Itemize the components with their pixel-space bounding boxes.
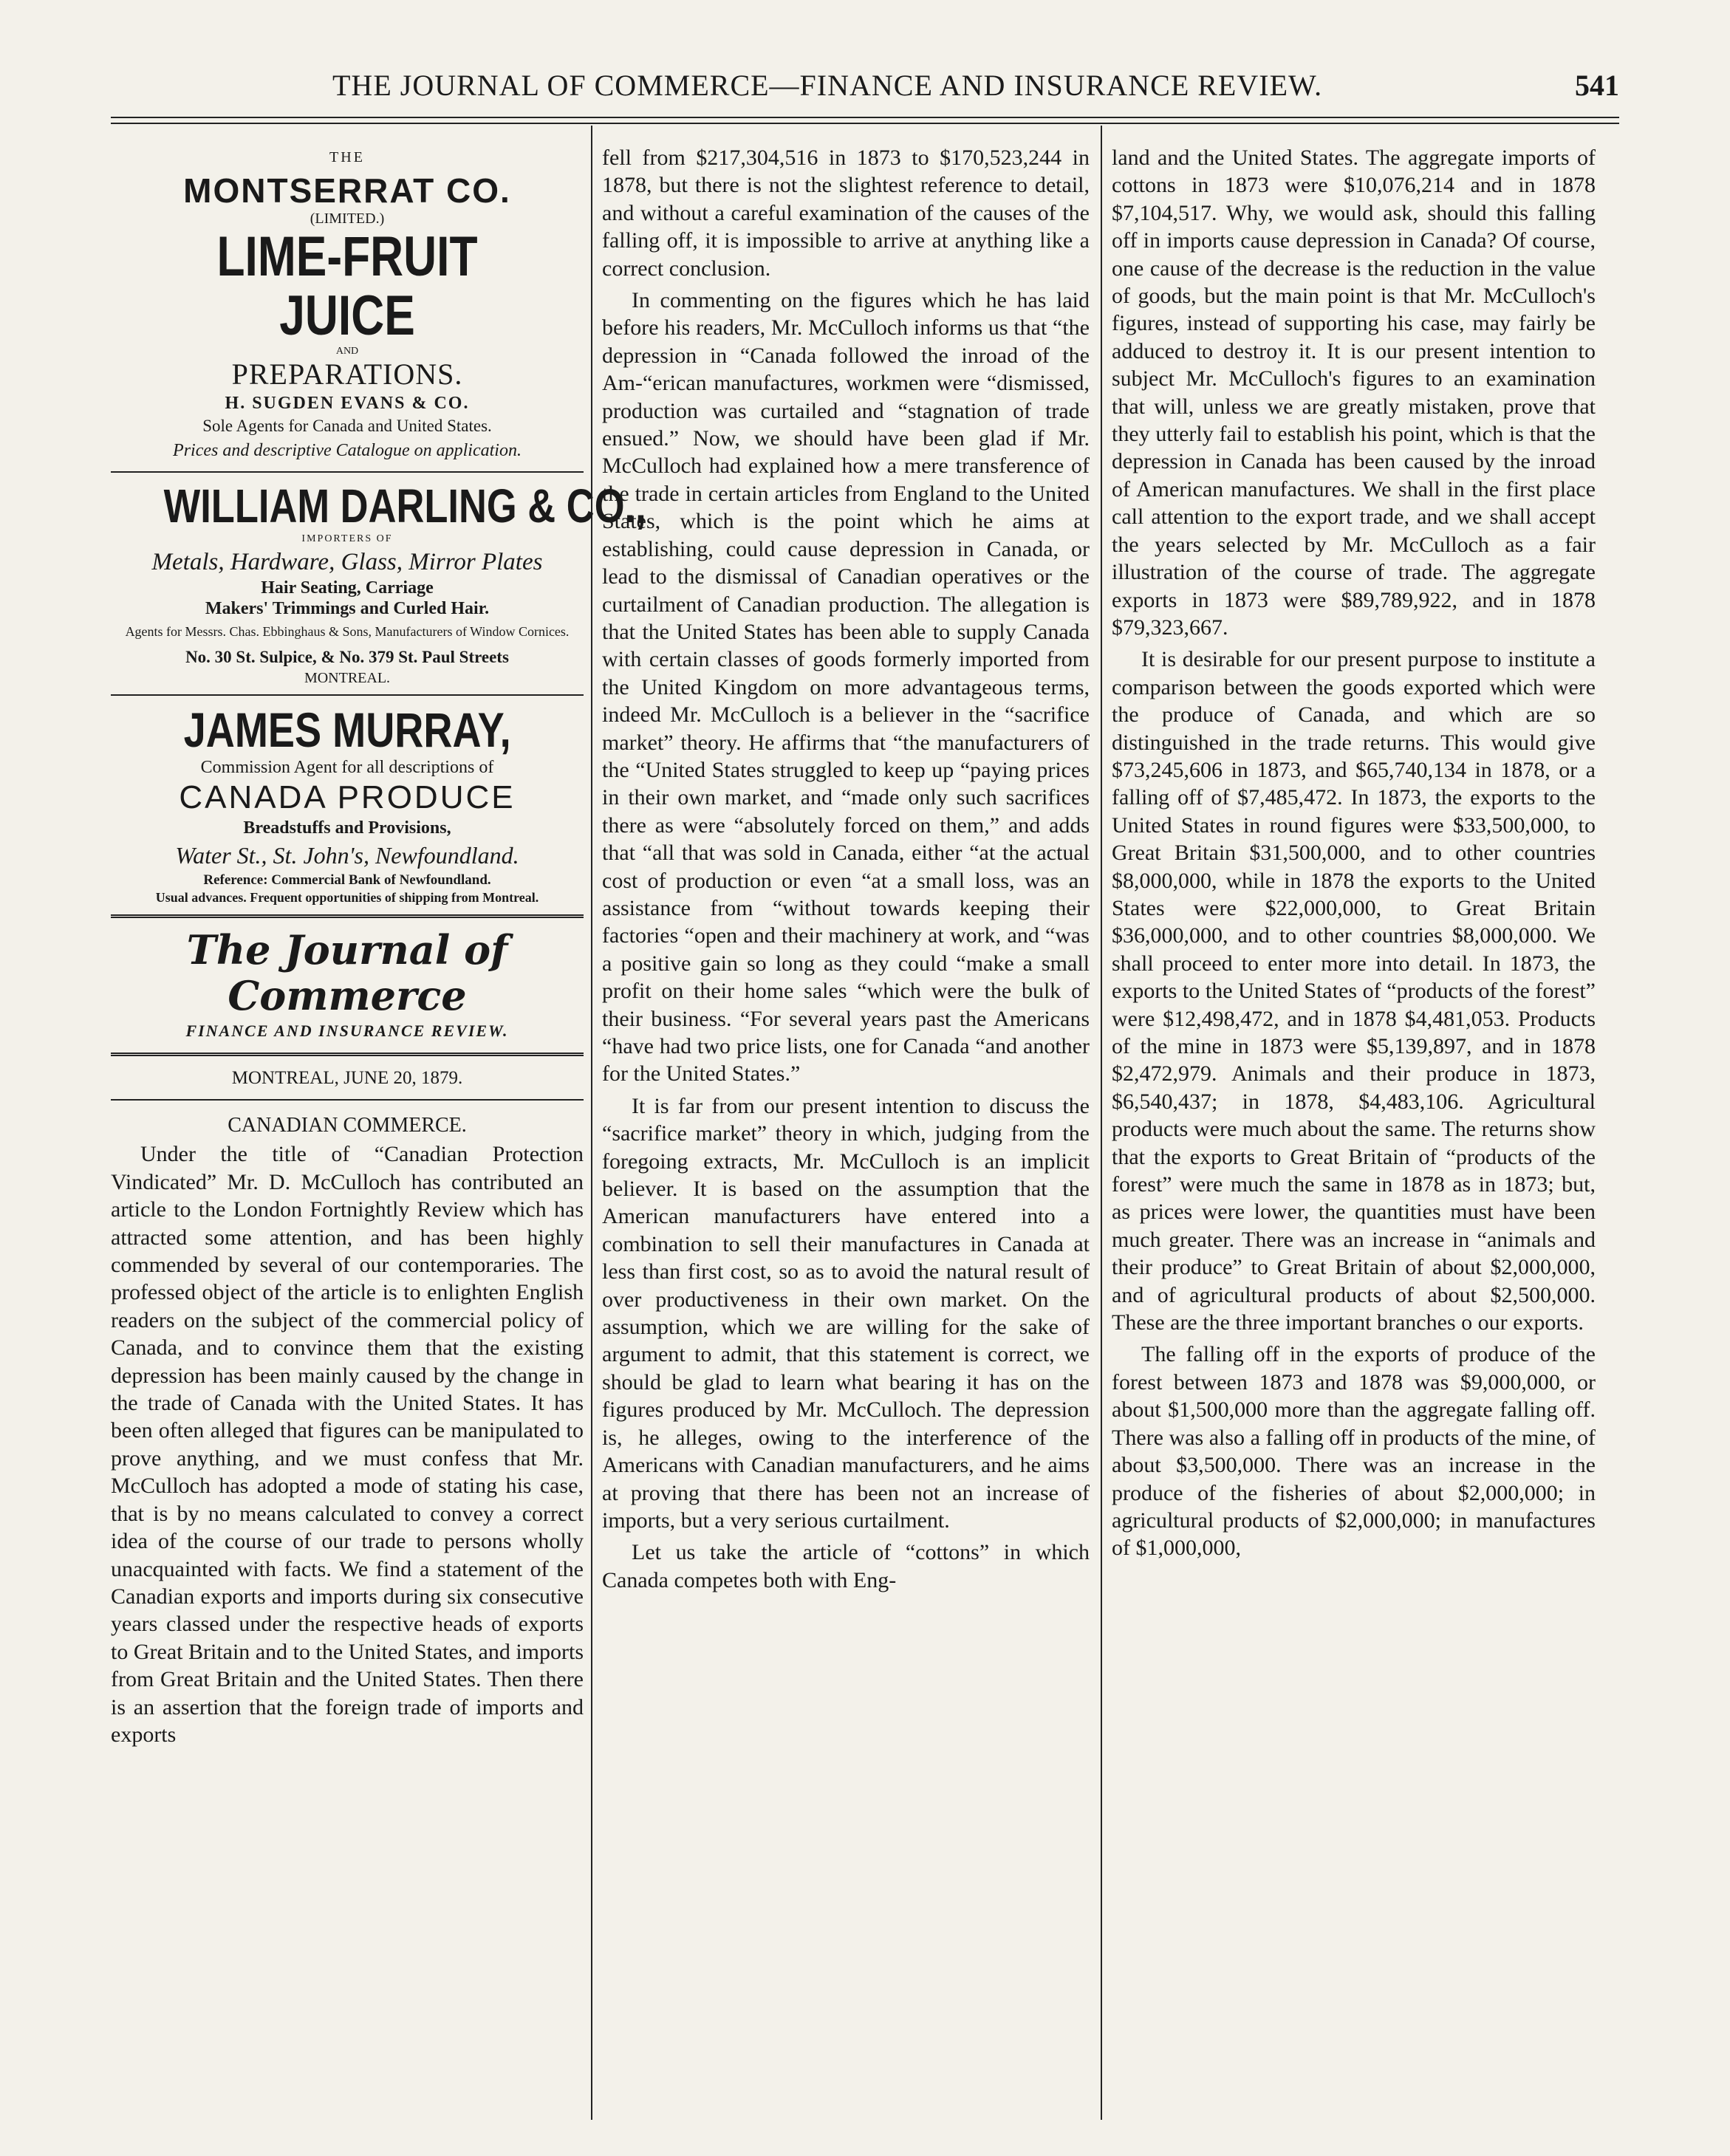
masthead-subtitle: FINANCE AND INSURANCE REVIEW. (185, 1021, 509, 1041)
ad-darling-address: No. 30 St. Sulpice, & No. 379 St. Paul Streets (185, 648, 509, 667)
ad-murray-reference: Reference: Commercial Bank of Newfoundland. (203, 872, 491, 889)
article-heading: CANADIAN COMMERCE. (228, 1114, 467, 1137)
article-paragraph: Let us take the article of “cottons” in which Canada competes both with Eng- (602, 1540, 1090, 1592)
ad-murray-address: Water St., St. John's, Newfoundland. (175, 842, 519, 869)
ad-darling-goods3: Makers' Trimmings and Curled Hair. (205, 599, 490, 619)
article-paragraph: In commenting on the figures which he has laid before his readers, Mr. McCulloch informs us that “the depression in “Canada followed the inroad of the Am-“erican manufactures, workmen were “dismissed, production was curtailed and “stagnation of trade ensued.” Now, we should have been glad if Mr. McCulloch had explained how a mere transference of the trade in certain articles from England to the United States, which is the point which he aims at establishing, could cause depression in Canada, or lead to the dismissal of Canadian operatives or the curtailment of Canadian production. The allegation is that the United States has been able to supply Canada with certain classes of goods formerly imported from the United Kingdom on more advantageous terms, indeed Mr. McCulloch is a believer in the “sacrifice market” theory. He affirms that “the manufacturers of the “United States struggled to keep up “paying prices in their own market, and “made only such sacrifices there as were “absolutely forced on them,” and adds that “all that was sold in Canada, either “at the actual cost of production or even “at a small loss, was an assistance from “without towards keeping their factories “open and their machinery at work, and “was a positive gain so long as they could “make a small profit on their home sales “which were the bulk of their business. “For several years past the Americans “have had two price lists, one for Canada “and another for the United States.” (602, 288, 1090, 1086)
ad-divider (111, 471, 584, 473)
column-3 (1112, 144, 1596, 2131)
ad-divider (111, 694, 584, 696)
article-paragraph: Under the title of “Canadian Protection Vindicated” Mr. D. McCulloch has contributed an article to the London Fortnightly Review which has attracted some attention, and has been highly commended by several of our contemporaries. The professed object of the article is to enlighten English readers on the subject of the commercial policy of Canada, and to convince them that the existing depression has been mainly caused by the change in the trade of Canada with the United States. It has been often alleged that figures can be manipulated to prove anything, and we must confess that Mr. McCulloch has adopted a mode of stating his case, that is by no means calculated to convey a correct idea of the course of our trade to persons wholly unacquainted with facts. We find a statement of the Canadian exports and imports during six consecutive years classed under the respective heads of exports to Great Britain and to the United States, and imports from Great Britain and the United States. Then there is an assertion that the foreign trade of imports and exports (111, 1142, 584, 1747)
ad-darling-agents: Agents for Messrs. Chas. Ebbinghaus & Sons, Manufacturers of Window Cornices. (125, 624, 570, 640)
column-2 (602, 144, 1090, 2131)
ad-montserrat (111, 144, 584, 464)
article-paragraph: The falling off in the exports of produce of the forest between 1873 and 1878 was $9,000,000, or about $1,500,000 more than the aggregate falling off. There was also a falling off in products of the mine, of about $3,500,000. There was an increase in the produce of the fisheries of about $2,000,000; in agricultural products of $2,000,000; in manufactures of $1,000,000, (1112, 1342, 1596, 1561)
ad-product: LIME-FRUIT JUICE (216, 225, 478, 348)
ad-darling-name: WILLIAM DARLING & CO., (163, 479, 646, 533)
ad-company-name: MONTSERRAT CO. (183, 171, 511, 211)
ad-darling-goods: Metals, Hardware, Glass, Mirror Plates (151, 549, 543, 576)
masthead-rule (111, 914, 584, 918)
header-rule-2 (111, 123, 1619, 124)
article-paragraph: It is desirable for our present purpose to institute a comparison between the goods exported which were the produce of Canada, and which are so distinguished in the trade returns. This would give $73,245,606 in 1873, and $65,740,134 in 1878, or a falling off of $7,485,472. In 1873, the exports to the United States in round figures were $33,500,000, to Great Britain $31,500,000, and to other countries $8,000,000, while in 1878 the exports to the United States were $22,000,000, to Great Britain $36,000,000, and to other countries $8,000,000. We shall proceed to enter more into detail. In 1873, the exports to the United States of “products of the forest” were $12,498,472, and in 1878 $4,481,053. Products of the mine in 1873 were $5,139,897, and in 1878 $2,472,979. Animals and their produce in 1873, $6,540,437; in 1878, $4,483,106. Agricultural products were much about the same. The returns show that the exports to Great Britain of “products of the forest” were much the same in 1878 as in 1873; but, as prices were lower, the quantities must have been much greater. There was an increase in “animals and their produce” to Great Britain of about $2,000,000, and of agricultural products of about $2,500,000. These are the three important branches o our exports. (1112, 647, 1596, 1335)
ad-agent-desc: Sole Agents for Canada and United States. (202, 417, 492, 436)
ad-limited: (LIMITED.) (310, 211, 385, 227)
article-paragraph: land and the United States. The aggregate imports of cottons in 1873 were $10,076,214 and in 1878 $7,104,517. Why, we would ask, should this falling off in imports cause depression in Canada? Of course, one cause of the decrease is the reduction in the value of goods, but the main point is that Mr. McCulloch's figures, instead of supporting his case, may fairly be adduced to destroy it. It is our present intention to subject Mr. McCulloch's figures to an examination that will, unless we are greatly mistaken, prove that they utterly fail to establish his point, which is that the depression in Canada has been caused by the inroad of American manufactures. We shall in the first place call attention to the export trade, and we shall accept the years selected by Mr. McCulloch as a fair illustration of the course of trade. The aggregate exports in 1873 were $89,789,922, and in 1878 $79,323,667. (1112, 146, 1596, 640)
masthead-rule (111, 1053, 584, 1056)
ad-and: AND (335, 346, 359, 357)
ad-catalogue: Prices and descriptive Catalogue on application. (173, 441, 522, 461)
ad-agent: H. SUGDEN EVANS & CO. (225, 394, 470, 414)
column-1 (111, 144, 646, 2131)
ad-darling (111, 479, 646, 687)
header-rule (111, 117, 1619, 118)
running-head (111, 68, 1619, 112)
masthead (111, 927, 584, 1044)
ad-murray-produce: CANADA PRODUCE (179, 779, 516, 816)
ad-importers: IMPORTERS OF (301, 533, 393, 545)
dateline-rule (111, 1099, 584, 1101)
article-paragraph: It is far from our present intention to discuss the “sacrifice market” theory in which, judging from the foregoing extracts, Mr. McCulloch is an implicit believer. It is based on the assumption that the American manufacturers have entered into a combination to sell their manufactures in Canada at less than first cost, so as to avoid the natural result of over productiveness in their own market. On the assumption, which we are willing for the sake of argument to admit, that this statement is correct, we should be glad to learn what bearing it has on the figures produced by Mr. McCulloch. The depression is, he alleges, owing to the interference of the Americans with Canadian manufacturers, and he aims at proving that there has been not an increase of imports, but a very serious curtailment. (602, 1093, 1090, 1533)
ad-darling-city: MONTREAL. (304, 670, 391, 687)
ad-murray-breadstuffs: Breadstuffs and Provisions, (243, 818, 451, 838)
ad-murray-desc: Commission Agent for all descriptions of (200, 758, 494, 778)
ad-darling-goods2: Hair Seating, Carriage (261, 578, 434, 598)
dateline: MONTREAL, JUNE 20, 1879. (231, 1068, 463, 1089)
column-rule-1 (591, 126, 592, 2120)
ad-preparations: PREPARATIONS. (231, 357, 463, 391)
ad-murray (111, 703, 584, 906)
ad-murray-name: JAMES MURRAY, (183, 702, 511, 758)
page-number: 541 (1575, 69, 1619, 102)
ad-the: THE (329, 149, 365, 165)
article-paragraph: fell from $217,304,516 in 1873 to $170,523,244 in 1878, but there is not the slightest reference to detail, and without a careful examination of the causes of the falling off, it is impossible to arrive at anything like a correct conclusion. (602, 146, 1090, 281)
ad-murray-advances: Usual advances. Frequent opportunities of shipping from Montreal. (155, 890, 539, 906)
masthead-title: The Journal of Commerce (186, 926, 508, 1020)
column-rule-2 (1101, 126, 1102, 2120)
running-title: THE JOURNAL OF COMMERCE—FINANCE AND INSURANCE REVIEW. (332, 69, 1323, 102)
